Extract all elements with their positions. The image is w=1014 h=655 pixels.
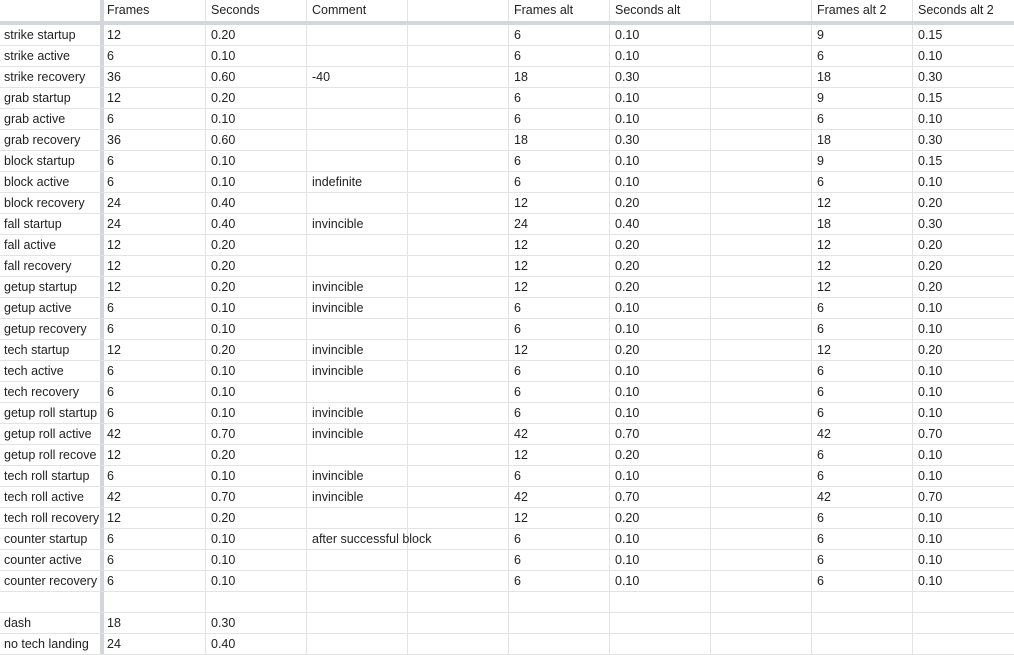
row-label-cell[interactable]: strike recovery	[4, 70, 86, 84]
table-cell[interactable]: 0.10	[918, 532, 943, 546]
table-cell[interactable]	[413, 571, 508, 592]
table-cell[interactable]: 0.40	[615, 217, 640, 231]
table-cell[interactable]	[413, 445, 508, 466]
table-cell[interactable]	[413, 193, 508, 214]
table-cell[interactable]: 0.10	[918, 469, 943, 483]
table-cell[interactable]: 18	[107, 616, 121, 630]
table-cell[interactable]: 0.20	[615, 259, 640, 273]
table-cell[interactable]	[413, 361, 508, 382]
table-cell[interactable]	[413, 529, 508, 550]
table-cell[interactable]: 0.10	[615, 385, 640, 399]
table-cell[interactable]: 0.10	[615, 469, 640, 483]
row-label-cell[interactable]: block recovery	[4, 196, 85, 210]
table-cell[interactable]: 18	[514, 133, 528, 147]
table-cell[interactable]: 0.10	[918, 448, 943, 462]
row-label-cell[interactable]: getup active	[4, 301, 72, 315]
table-cell[interactable]: 18	[817, 133, 831, 147]
table-cell[interactable]	[413, 214, 508, 235]
table-cell[interactable]: 6	[107, 49, 114, 63]
table-cell[interactable]: 6	[107, 112, 114, 126]
table-cell[interactable]	[615, 634, 710, 655]
table-cell[interactable]: 0.10	[918, 112, 943, 126]
table-cell[interactable]: 0.20	[211, 238, 236, 252]
row-label-cell[interactable]: getup startup	[4, 280, 77, 294]
table-cell[interactable]: 12	[817, 196, 831, 210]
table-cell[interactable]	[716, 130, 811, 151]
table-cell[interactable]: 6	[107, 574, 114, 588]
table-cell[interactable]: 6	[514, 112, 521, 126]
row-label-cell[interactable]: counter recovery	[4, 574, 98, 588]
table-cell[interactable]: invincible	[312, 217, 364, 231]
column-divider	[205, 0, 206, 654]
row-label-cell[interactable]: dash	[4, 616, 32, 630]
table-cell[interactable]	[716, 634, 811, 655]
table-cell[interactable]	[716, 382, 811, 403]
table-cell[interactable]: 0.20	[615, 343, 640, 357]
table-cell[interactable]: 0.60	[211, 70, 236, 84]
table-cell[interactable]: 0.10	[615, 553, 640, 567]
table-cell[interactable]: 0.10	[211, 301, 236, 315]
table-cell[interactable]	[413, 592, 508, 613]
column-header[interactable]	[413, 0, 506, 21]
table-cell[interactable]: 0.20	[615, 196, 640, 210]
table-cell[interactable]: 0.60	[211, 133, 236, 147]
table-cell[interactable]	[413, 109, 508, 130]
table-cell[interactable]	[716, 529, 811, 550]
table-cell[interactable]: 0.10	[918, 322, 943, 336]
table-cell[interactable]	[413, 424, 508, 445]
table-cell[interactable]: 0.30	[615, 70, 640, 84]
row-label-cell[interactable]: getup roll startup	[4, 406, 98, 420]
column-divider	[912, 0, 913, 654]
table-cell[interactable]: 6	[817, 49, 824, 63]
table-cell[interactable]: 6	[817, 553, 824, 567]
row-label-cell[interactable]: strike startup	[4, 28, 76, 42]
table-cell[interactable]	[413, 256, 508, 277]
table-cell[interactable]: 0.10	[211, 532, 236, 546]
table-cell[interactable]	[211, 592, 306, 613]
table-cell[interactable]: 0.10	[615, 322, 640, 336]
table-cell[interactable]: 12	[817, 280, 831, 294]
table-cell[interactable]: 6	[107, 469, 114, 483]
table-cell[interactable]: invincible	[312, 343, 364, 357]
table-cell[interactable]: 9	[817, 91, 824, 105]
table-cell[interactable]	[413, 382, 508, 403]
table-cell[interactable]: 0.10	[918, 49, 943, 63]
table-cell[interactable]: 0.20	[211, 511, 236, 525]
table-cell[interactable]: 6	[817, 301, 824, 315]
table-cell[interactable]: 6	[817, 574, 824, 588]
table-cell[interactable]: 0.20	[615, 511, 640, 525]
table-cell[interactable]: 6	[514, 364, 521, 378]
table-cell[interactable]: 42	[107, 427, 121, 441]
table-cell[interactable]: 0.10	[211, 469, 236, 483]
table-cell[interactable]	[716, 613, 811, 634]
table-cell[interactable]	[413, 151, 508, 172]
table-cell[interactable]: 0.70	[918, 427, 943, 441]
table-cell[interactable]	[413, 130, 508, 151]
table-cell[interactable]	[716, 235, 811, 256]
row-label-cell[interactable]: getup roll active	[4, 427, 92, 441]
table-cell[interactable]	[413, 88, 508, 109]
table-cell[interactable]: 0.10	[615, 532, 640, 546]
column-divider	[710, 0, 711, 654]
column-header[interactable]	[716, 0, 809, 21]
table-cell[interactable]: invincible	[312, 427, 364, 441]
column-divider	[811, 0, 812, 654]
table-cell[interactable]	[716, 550, 811, 571]
table-cell[interactable]	[413, 67, 508, 88]
table-cell[interactable]: 36	[107, 70, 121, 84]
column-header[interactable]: Frames alt	[514, 3, 574, 17]
table-cell[interactable]: 6	[107, 154, 114, 168]
table-cell[interactable]: 6	[514, 91, 521, 105]
table-cell[interactable]: 0.10	[211, 322, 236, 336]
table-cell[interactable]: invincible	[312, 301, 364, 315]
column-header[interactable]: Comment	[312, 3, 367, 17]
table-cell[interactable]	[615, 592, 710, 613]
column-divider	[609, 0, 610, 654]
table-cell[interactable]: 0.70	[211, 490, 236, 504]
table-cell[interactable]: 6	[514, 574, 521, 588]
table-cell[interactable]: 6	[514, 406, 521, 420]
table-cell[interactable]: 18	[514, 70, 528, 84]
table-cell[interactable]: 0.20	[918, 238, 943, 252]
table-cell[interactable]: 6	[107, 553, 114, 567]
table-cell[interactable]: 0.30	[615, 133, 640, 147]
table-cell[interactable]	[716, 340, 811, 361]
table-cell[interactable]: 0.30	[918, 133, 943, 147]
table-cell[interactable]: 0.30	[211, 616, 236, 630]
table-cell[interactable]	[413, 340, 508, 361]
column-header[interactable]: Frames	[107, 3, 150, 17]
table-cell[interactable]: 6	[817, 385, 824, 399]
table-cell[interactable]: 0.10	[918, 511, 943, 525]
table-cell[interactable]: 6	[817, 112, 824, 126]
table-cell[interactable]: 12	[514, 259, 528, 273]
table-cell[interactable]: 6	[817, 322, 824, 336]
table-cell[interactable]: 0.10	[615, 406, 640, 420]
table-cell[interactable]: 0.10	[211, 49, 236, 63]
table-cell[interactable]: 0.10	[918, 175, 943, 189]
table-cell[interactable]	[514, 592, 609, 613]
table-cell[interactable]: 0.10	[615, 112, 640, 126]
table-cell[interactable]: after successful block	[312, 532, 432, 546]
table-cell[interactable]: 6	[514, 322, 521, 336]
table-cell[interactable]: 6	[817, 532, 824, 546]
table-cell[interactable]	[716, 172, 811, 193]
column-header[interactable]	[5, 0, 99, 21]
table-cell[interactable]: 0.20	[918, 343, 943, 357]
table-cell[interactable]: invincible	[312, 280, 364, 294]
table-cell[interactable]	[817, 613, 912, 634]
table-cell[interactable]: 6	[514, 532, 521, 546]
table-cell[interactable]: 0.30	[918, 217, 943, 231]
table-cell[interactable]: 6	[514, 301, 521, 315]
table-cell[interactable]: 24	[514, 217, 528, 231]
table-cell[interactable]: 0.10	[615, 574, 640, 588]
table-cell[interactable]: 12	[107, 343, 121, 357]
table-cell[interactable]: 0.20	[615, 280, 640, 294]
row-label-cell[interactable]: counter startup	[4, 532, 88, 546]
table-cell[interactable]: 12	[514, 238, 528, 252]
table-cell[interactable]	[413, 25, 508, 46]
table-cell[interactable]: 0.15	[918, 154, 943, 168]
table-cell[interactable]: 9	[817, 28, 824, 42]
table-cell[interactable]	[817, 634, 912, 655]
table-cell[interactable]: 12	[514, 448, 528, 462]
table-cell[interactable]: 12	[107, 91, 121, 105]
row-label-cell[interactable]: tech roll startup	[4, 469, 90, 483]
table-cell[interactable]	[716, 508, 811, 529]
table-cell[interactable]: 6	[817, 511, 824, 525]
table-cell[interactable]: 6	[817, 175, 824, 189]
table-cell[interactable]: 12	[107, 448, 121, 462]
table-cell[interactable]: 6	[817, 469, 824, 483]
table-cell[interactable]	[918, 613, 1013, 634]
row-label-cell[interactable]: grab active	[4, 112, 66, 126]
table-cell[interactable]: 42	[514, 427, 528, 441]
row-label-cell[interactable]: tech startup	[4, 343, 70, 357]
table-cell[interactable]: 0.70	[211, 427, 236, 441]
table-cell[interactable]	[413, 172, 508, 193]
table-cell[interactable]: 12	[514, 511, 528, 525]
table-cell[interactable]: 0.70	[615, 427, 640, 441]
table-cell[interactable]	[716, 298, 811, 319]
table-cell[interactable]	[716, 571, 811, 592]
table-cell[interactable]	[413, 550, 508, 571]
row-label-cell[interactable]: tech roll active	[4, 490, 84, 504]
table-cell[interactable]	[716, 151, 811, 172]
table-cell[interactable]	[514, 634, 609, 655]
table-cell[interactable]: 0.20	[211, 28, 236, 42]
table-cell[interactable]: 12	[107, 511, 121, 525]
table-cell[interactable]: 24	[107, 217, 121, 231]
table-cell[interactable]: 0.40	[211, 196, 236, 210]
table-cell[interactable]	[615, 613, 710, 634]
table-cell[interactable]: 0.40	[211, 637, 236, 651]
table-cell[interactable]: 0.10	[211, 406, 236, 420]
table-cell[interactable]: 12	[107, 238, 121, 252]
table-cell[interactable]: 0.20	[918, 196, 943, 210]
table-cell[interactable]: 0.40	[211, 217, 236, 231]
table-cell[interactable]: 24	[107, 637, 121, 651]
table-cell[interactable]: 0.20	[615, 238, 640, 252]
table-cell[interactable]: 0.10	[615, 301, 640, 315]
row-label-cell[interactable]: fall recovery	[4, 259, 72, 273]
table-cell[interactable]: 18	[817, 70, 831, 84]
table-cell[interactable]: 0.10	[615, 28, 640, 42]
table-cell[interactable]: 42	[817, 490, 831, 504]
table-cell[interactable]: 0.20	[918, 280, 943, 294]
table-cell[interactable]: invincible	[312, 490, 364, 504]
table-cell[interactable]: 0.10	[918, 406, 943, 420]
table-cell[interactable]: 0.10	[615, 364, 640, 378]
table-cell[interactable]	[716, 487, 811, 508]
table-cell[interactable]: 0.10	[211, 112, 236, 126]
table-cell[interactable]: 0.30	[918, 70, 943, 84]
table-cell[interactable]: 0.10	[615, 175, 640, 189]
table-cell[interactable]: 12	[107, 28, 121, 42]
table-cell[interactable]: 18	[817, 217, 831, 231]
table-cell[interactable]	[716, 193, 811, 214]
table-cell[interactable]: 0.10	[211, 574, 236, 588]
table-cell[interactable]: invincible	[312, 469, 364, 483]
table-cell[interactable]: 0.20	[211, 448, 236, 462]
row-label-cell[interactable]	[4, 592, 100, 613]
table-cell[interactable]: 6	[817, 364, 824, 378]
column-divider	[306, 0, 307, 654]
table-cell[interactable]: 12	[107, 259, 121, 273]
table-cell[interactable]: 0.10	[918, 385, 943, 399]
table-cell[interactable]: 0.10	[615, 49, 640, 63]
table-cell[interactable]: 0.20	[918, 259, 943, 273]
table-cell[interactable]: 6	[514, 28, 521, 42]
column-header[interactable]: Seconds alt	[615, 3, 681, 17]
table-cell[interactable]: 0.20	[211, 280, 236, 294]
table-cell[interactable]: 6	[107, 301, 114, 315]
table-cell[interactable]	[716, 424, 811, 445]
table-cell[interactable]	[413, 634, 508, 655]
row-label-cell[interactable]: tech recovery	[4, 385, 80, 399]
table-cell[interactable]: 12	[817, 259, 831, 273]
table-cell[interactable]: 9	[817, 154, 824, 168]
table-cell[interactable]	[716, 109, 811, 130]
table-cell[interactable]: 0.10	[918, 553, 943, 567]
table-cell[interactable]	[413, 235, 508, 256]
table-cell[interactable]	[716, 67, 811, 88]
table-cell[interactable]	[413, 508, 508, 529]
table-cell[interactable]	[413, 298, 508, 319]
row-label-cell[interactable]: getup recovery	[4, 322, 87, 336]
table-cell[interactable]	[413, 319, 508, 340]
table-cell[interactable]: 42	[107, 490, 121, 504]
table-cell[interactable]: -40	[312, 70, 331, 84]
table-cell[interactable]: 42	[514, 490, 528, 504]
table-cell[interactable]: 6	[514, 553, 521, 567]
table-cell[interactable]: 12	[514, 280, 528, 294]
table-cell[interactable]	[817, 592, 912, 613]
table-cell[interactable]: 6	[514, 49, 521, 63]
table-cell[interactable]: 12	[514, 196, 528, 210]
table-cell[interactable]: 12	[107, 280, 121, 294]
table-cell[interactable]	[918, 634, 1013, 655]
table-cell[interactable]: 0.10	[615, 154, 640, 168]
table-cell[interactable]: 12	[817, 238, 831, 252]
table-cell[interactable]: 0.15	[918, 91, 943, 105]
table-cell[interactable]	[413, 46, 508, 67]
table-cell[interactable]: 0.10	[918, 301, 943, 315]
table-cell[interactable]: 0.20	[615, 448, 640, 462]
row-label-cell[interactable]: getup roll recove	[4, 448, 97, 462]
table-cell[interactable]: 6	[107, 385, 114, 399]
table-cell[interactable]: 36	[107, 133, 121, 147]
row-label-cell[interactable]: counter active	[4, 553, 82, 567]
table-cell[interactable]	[716, 361, 811, 382]
table-cell[interactable]	[918, 592, 1013, 613]
table-cell[interactable]	[413, 613, 508, 634]
column-divider	[100, 0, 104, 654]
table-cell[interactable]	[716, 88, 811, 109]
table-cell[interactable]: 6	[514, 469, 521, 483]
table-cell[interactable]	[107, 592, 205, 613]
row-label-cell[interactable]: block active	[4, 175, 70, 189]
table-cell[interactable]	[413, 466, 508, 487]
table-cell[interactable]: 0.10	[211, 364, 236, 378]
table-cell[interactable]: 12	[514, 343, 528, 357]
column-header[interactable]: Seconds alt 2	[918, 3, 994, 17]
table-cell[interactable]: 0.10	[211, 154, 236, 168]
table-cell[interactable]	[413, 403, 508, 424]
table-cell[interactable]	[716, 445, 811, 466]
table-cell[interactable]	[413, 487, 508, 508]
table-cell[interactable]: 0.15	[918, 28, 943, 42]
row-label-cell[interactable]: strike active	[4, 49, 70, 63]
row-label-cell[interactable]: tech active	[4, 364, 64, 378]
table-cell[interactable]	[716, 46, 811, 67]
table-cell[interactable]: 6	[107, 364, 114, 378]
table-cell[interactable]: 0.70	[918, 490, 943, 504]
table-cell[interactable]: 6	[514, 154, 521, 168]
table-cell[interactable]: invincible	[312, 364, 364, 378]
table-cell[interactable]	[716, 466, 811, 487]
table-cell[interactable]	[716, 592, 811, 613]
table-cell[interactable]	[716, 214, 811, 235]
column-header[interactable]: Frames alt 2	[817, 3, 887, 17]
table-cell[interactable]: 6	[817, 406, 824, 420]
table-cell[interactable]: 0.10	[918, 364, 943, 378]
table-cell[interactable]	[716, 403, 811, 424]
table-cell[interactable]: 6	[514, 175, 521, 189]
table-cell[interactable]	[716, 277, 811, 298]
table-cell[interactable]: 0.20	[211, 91, 236, 105]
row-label-cell[interactable]: fall startup	[4, 217, 62, 231]
row-label-cell[interactable]: no tech landing	[4, 637, 89, 651]
table-cell[interactable]	[413, 277, 508, 298]
table-cell[interactable]: 6	[107, 532, 114, 546]
table-cell[interactable]: 0.10	[615, 91, 640, 105]
table-cell[interactable]: 0.10	[211, 175, 236, 189]
table-cell[interactable]	[514, 613, 609, 634]
table-cell[interactable]: 0.10	[211, 553, 236, 567]
table-cell[interactable]: 24	[107, 196, 121, 210]
table-cell[interactable]: 42	[817, 427, 831, 441]
table-cell[interactable]: 0.20	[211, 259, 236, 273]
table-cell[interactable]: 0.10	[918, 574, 943, 588]
table-cell[interactable]	[716, 319, 811, 340]
row-label-cell[interactable]: fall active	[4, 238, 57, 252]
table-cell[interactable]: indefinite	[312, 175, 363, 189]
table-cell[interactable]: 6	[817, 448, 824, 462]
table-cell[interactable]: 6	[107, 406, 114, 420]
row-label-cell[interactable]: tech roll recovery	[4, 511, 100, 525]
table-cell[interactable]: invincible	[312, 406, 364, 420]
row-label-cell[interactable]: block startup	[4, 154, 75, 168]
table-cell[interactable]: 6	[514, 385, 521, 399]
table-cell[interactable]: 6	[107, 322, 114, 336]
table-cell[interactable]: 0.10	[211, 385, 236, 399]
row-label-cell[interactable]: grab startup	[4, 91, 71, 105]
table-cell[interactable]	[716, 25, 811, 46]
table-cell[interactable]: 6	[107, 175, 114, 189]
table-cell[interactable]: 0.70	[615, 490, 640, 504]
column-header[interactable]: Seconds	[211, 3, 260, 17]
table-cell[interactable]	[716, 256, 811, 277]
row-label-cell[interactable]: grab recovery	[4, 133, 81, 147]
table-cell[interactable]: 0.20	[211, 343, 236, 357]
table-cell[interactable]: 12	[817, 343, 831, 357]
